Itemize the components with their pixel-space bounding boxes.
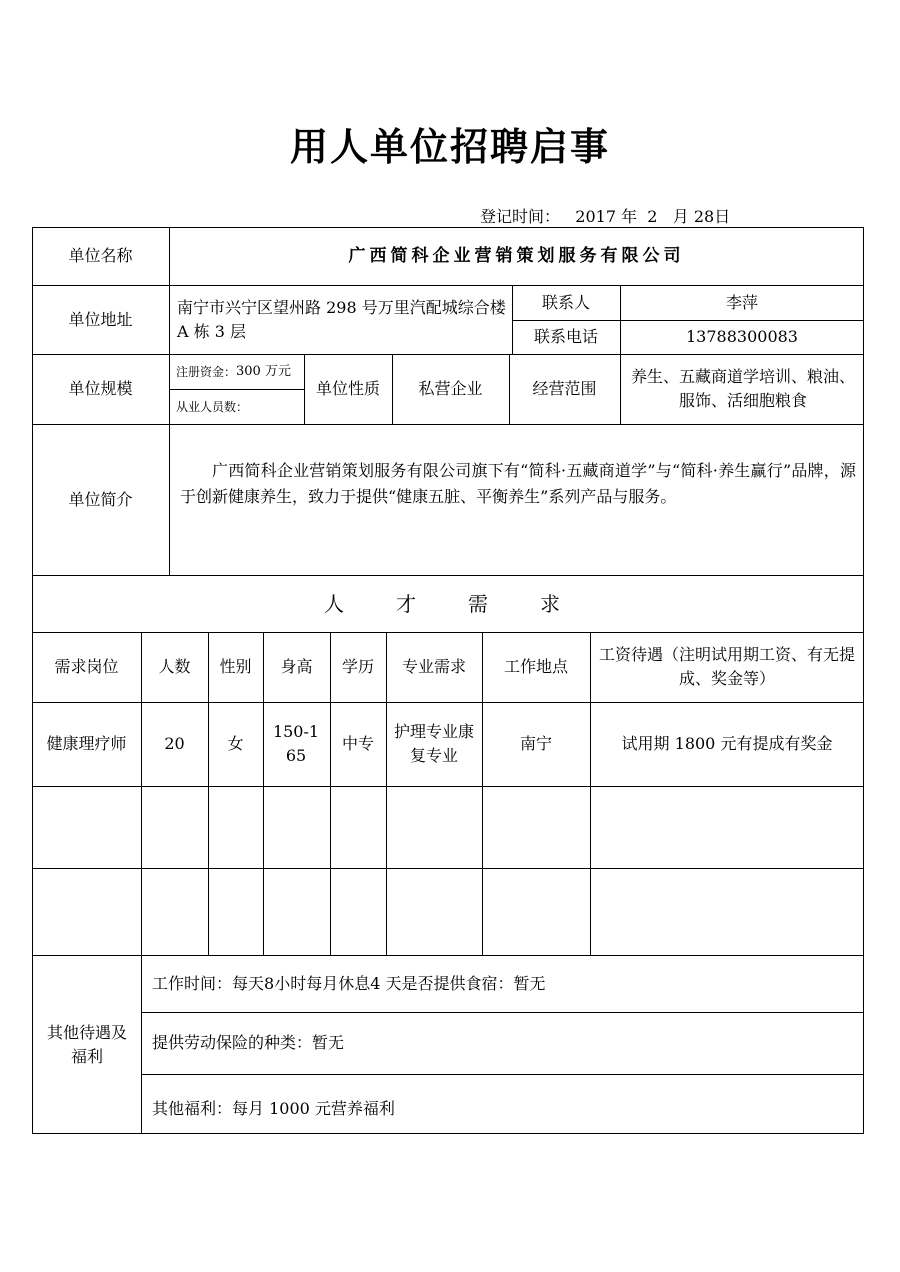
registration-year: 2017 xyxy=(575,207,616,226)
table-cell-gender: 女 xyxy=(227,734,244,753)
table-cell-salary: 试用期 1800 元有提成有奖金 xyxy=(621,734,833,753)
work-time-label: 工作时间： xyxy=(152,973,233,993)
table-cell-location: 南宁 xyxy=(519,734,552,753)
unit-intro: 广西简科企业营销策划服务有限公司旗下有“简科·五藏商道学”与“简科·养生赢行”品牌，源于创新健康养生，致力于提供“健康五脏、平衡养生”系列产品与服务。 xyxy=(180,461,856,506)
talent-demand-heading: 人才需求 xyxy=(324,591,612,616)
header-position: 需求岗位 xyxy=(54,657,119,676)
monthly-rest-label: 每月休息 xyxy=(306,973,371,993)
benefits-label: 其他待遇及福利 xyxy=(46,1022,127,1066)
page-title: 用人单位招聘启事 xyxy=(289,125,610,169)
unit-name-label: 单位名称 xyxy=(68,246,133,265)
unit-address: 南宁市兴宁区望州路 298 号万里汽配城综合楼 A 栋 3 层 xyxy=(177,297,506,341)
insurance-row xyxy=(152,1012,857,1074)
header-salary: 工资待遇（注明试用期工资、有无提成、奖金等） xyxy=(598,645,855,688)
registered-capital-value: 300 万元 xyxy=(236,364,291,379)
contact-name: 李萍 xyxy=(725,292,758,312)
unit-nature: 私营企业 xyxy=(418,379,483,398)
registered-capital-label: 注册资金： xyxy=(176,365,237,379)
header-location: 工作地点 xyxy=(503,657,568,676)
other-benefits-value: 每月 1000 元营养福利 xyxy=(232,1099,395,1118)
registered-capital xyxy=(176,356,304,388)
registration-day-unit: 日 xyxy=(714,207,731,226)
hours-unit: 小时 xyxy=(274,973,307,993)
registration-month-unit: 月 xyxy=(672,207,689,226)
header-gender: 性别 xyxy=(219,657,252,676)
contact-label: 联系人 xyxy=(541,292,590,312)
phone-label: 联系电话 xyxy=(533,327,598,346)
table-cell-major: 护理专业康复专业 xyxy=(394,722,475,765)
business-scope: 养生、五藏商道学培训、粮油、服饰、活细胞粮食 xyxy=(630,367,855,410)
unit-address-label: 单位地址 xyxy=(68,309,133,329)
board-value: 暂无 xyxy=(513,973,546,993)
table-cell-position: 健康理疗师 xyxy=(46,734,127,753)
board-label: 是否提供食宿： xyxy=(401,973,514,993)
rest-days: 4 天 xyxy=(370,973,402,993)
header-headcount: 人数 xyxy=(158,657,191,676)
unit-intro-label: 单位简介 xyxy=(68,489,133,509)
unit-scale-label: 单位规模 xyxy=(68,379,133,398)
table-cell-height: 150-165 xyxy=(272,722,320,765)
other-benefits-label: 其他福利： xyxy=(152,1099,233,1118)
registration-year-unit: 年 xyxy=(621,207,638,226)
registration-date xyxy=(480,204,730,227)
header-height: 身高 xyxy=(280,657,313,676)
work-time-row xyxy=(152,955,857,1012)
table-cell-headcount: 20 xyxy=(164,734,185,753)
work-hours: 8 xyxy=(264,973,275,993)
registration-month: 2 xyxy=(647,207,658,226)
business-scope-label: 经营范围 xyxy=(532,379,597,398)
table-cell-education: 中专 xyxy=(341,734,374,753)
registration-label: 登记时间： xyxy=(480,207,561,226)
registration-day: 28 xyxy=(693,207,715,226)
per-day-label: 每天 xyxy=(232,973,265,993)
header-education: 学历 xyxy=(341,657,374,676)
insurance-value: 暂无 xyxy=(312,1033,345,1052)
phone-number: 13788300083 xyxy=(686,327,798,346)
company-name: 广西简科企业营销策划服务有限公司 xyxy=(348,246,685,266)
other-benefits-row xyxy=(152,1084,857,1134)
employees-label: 从业人员数： xyxy=(176,400,249,414)
insurance-label: 提供劳动保险的种类： xyxy=(152,1033,313,1052)
unit-nature-label: 单位性质 xyxy=(315,379,380,398)
header-major: 专业需求 xyxy=(401,657,466,676)
